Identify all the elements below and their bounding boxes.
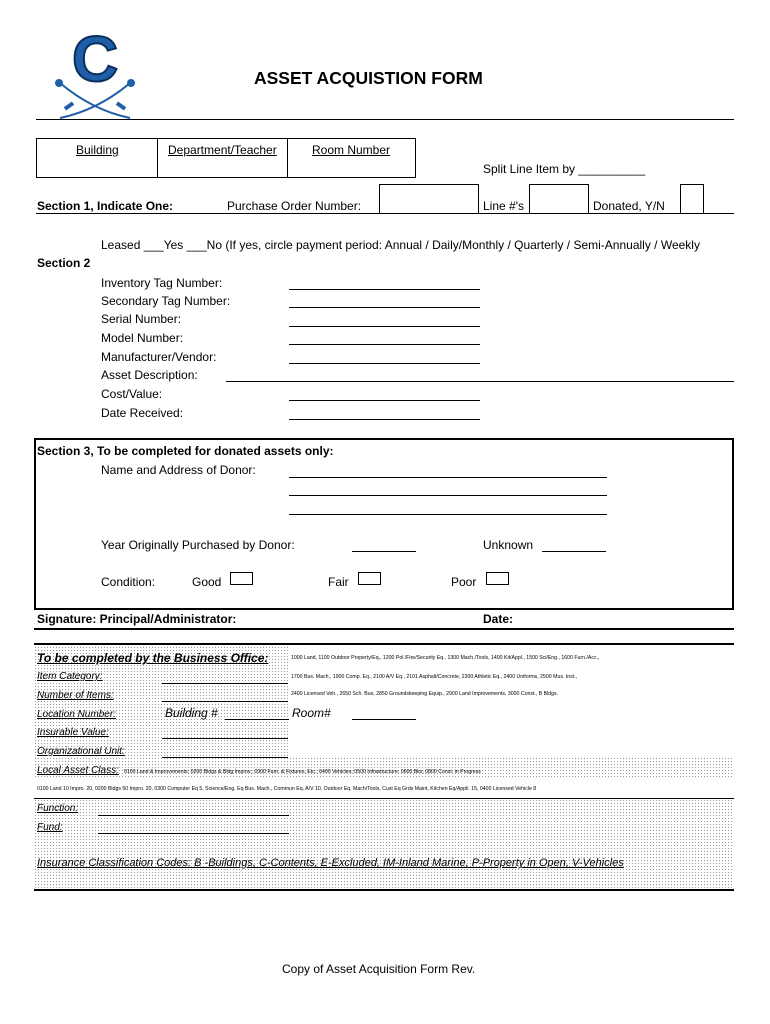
asset-codes-line-3: 2400 Licensed Veh., 2650 Sch. Bus, 2850 Groundskeeping Equip., 2900 Land Improvements, 3000 Const., B Bldgs. — [291, 691, 559, 697]
manufacturer-input[interactable] — [289, 363, 480, 364]
section1-rule — [36, 213, 734, 214]
code-area-blank — [288, 647, 734, 757]
cost-value-label: Cost/Value: — [101, 387, 163, 401]
split-line-item: Split Line Item by __________ — [483, 162, 646, 176]
secondary-tag-label: Secondary Tag Number: — [101, 294, 231, 308]
model-number-label: Model Number: — [101, 331, 184, 345]
header-department: Department/Teacher — [168, 143, 277, 157]
donor-input-2[interactable] — [289, 495, 607, 496]
date-received-label: Date Received: — [101, 406, 184, 420]
org-unit-input[interactable] — [162, 757, 288, 758]
line-numbers-field[interactable] — [529, 184, 589, 214]
inventory-tag-label: Inventory Tag Number: — [101, 276, 223, 290]
business-office-heading: To be completed by the Business Office: — [37, 651, 269, 665]
asset-description-input[interactable] — [226, 381, 734, 382]
serial-number-label: Serial Number: — [101, 312, 182, 326]
fair-label: Fair — [328, 575, 349, 589]
header-table-divider — [157, 138, 158, 178]
model-number-input[interactable] — [289, 344, 480, 345]
inventory-tag-input[interactable] — [289, 289, 480, 290]
good-label: Good — [192, 575, 222, 589]
fund-input[interactable] — [98, 833, 289, 834]
po-label: Purchase Order Number: — [227, 199, 362, 213]
section3-label: Section 3, To be completed for donated assets only: — [37, 444, 334, 458]
unknown-input[interactable] — [542, 551, 606, 552]
poor-checkbox[interactable] — [486, 572, 509, 585]
header-building: Building — [76, 143, 119, 157]
section1-label: Section 1, Indicate One: — [37, 199, 174, 213]
business-top-rule — [34, 643, 734, 645]
footer-text: Copy of Asset Acquisition Form Rev. — [282, 962, 476, 976]
signature-label: Signature: Principal/Administrator: — [37, 612, 237, 626]
logo-letter: C — [72, 23, 119, 95]
leased-line: Leased ___Yes ___No (If yes, circle payment period: Annual / Daily/Monthly / Quarterly / Semi-Annually / Weekly — [101, 238, 700, 252]
depreciation-codes-row: 0100 Land 10 Impro. 20, 0200 Bldgs 50 Impro. 20, 0300 Computer Eq 5, Science/Eng. Eq Bus. Mach., Commun Eq. A/V 10, Outdoor Eq. Mach/Tools, Cust Eq Grds Maint, Kitchen Eq/Appli. 15, 0400 Licensed Vehicle 8 — [37, 786, 537, 792]
codes-row-rule — [34, 798, 734, 799]
signature-rule — [34, 628, 734, 630]
asset-description-label: Asset Description: — [101, 368, 198, 382]
manufacturer-label: Manufacturer/Vendor: — [101, 350, 217, 364]
condition-label: Condition: — [101, 575, 156, 589]
function-label: Function: — [37, 803, 79, 814]
po-number-field[interactable] — [379, 184, 479, 214]
line-label: Line #'s — [483, 199, 524, 213]
local-asset-class-label: Local Asset Class: — [37, 765, 119, 776]
donor-input-3[interactable] — [289, 514, 607, 515]
building-number-input[interactable] — [225, 719, 289, 720]
room-number-label: Room# — [292, 706, 331, 720]
number-of-items-label: Number of Items: — [37, 690, 114, 701]
donated-label: Donated, Y/N — [593, 199, 665, 213]
location-number-label: Location Number: — [37, 709, 116, 720]
insurable-value-label: Insurable Value: — [37, 727, 109, 738]
section2-label: Section 2 — [37, 256, 91, 270]
title-rule — [36, 119, 734, 120]
room-number-input[interactable] — [352, 719, 416, 720]
insurance-classification-codes: Insurance Classification Codes: B -Buildings, C-Contents, E-Excluded, IM-Inland Marine, P-Property in Open, V-Vehicles — [37, 857, 624, 869]
serial-number-input[interactable] — [289, 326, 480, 327]
insurable-value-input[interactable] — [162, 738, 288, 739]
header-room: Room Number — [312, 143, 391, 157]
fair-checkbox[interactable] — [358, 572, 381, 585]
donated-field[interactable] — [680, 184, 704, 214]
number-of-items-input[interactable] — [162, 701, 288, 702]
year-purchased-input[interactable] — [352, 551, 416, 552]
function-input[interactable] — [98, 815, 289, 816]
building-number-label: Building # — [165, 706, 218, 720]
donor-label: Name and Address of Donor: — [101, 463, 256, 477]
item-category-input[interactable] — [162, 683, 288, 684]
asset-class-codes: 0100 Land & Improvements; 0200 Bldgs & Bldg Improv.; 0300 Furn. & Fixtures, Etc.; 0400 Vehicles; 0500 Infrastructure; 0600 Bks; 0800 Const. in Progress — [124, 769, 481, 775]
item-category-label: Item Category: — [37, 671, 103, 682]
header-table-divider — [287, 138, 288, 178]
year-purchased-label: Year Originally Purchased by Donor: — [101, 538, 295, 552]
cost-value-input[interactable] — [289, 400, 480, 401]
form-title: ASSET ACQUISTION FORM — [254, 68, 483, 88]
fund-label: Fund: — [37, 822, 63, 833]
good-checkbox[interactable] — [230, 572, 253, 585]
school-logo — [52, 23, 138, 120]
date-received-input[interactable] — [289, 419, 480, 420]
date-label: Date: — [483, 612, 514, 626]
donor-input-1[interactable] — [289, 477, 607, 478]
asset-codes-line-1: 1000 Land, 1100 Outdoor Property/Eq., 1200 Pol./Fire/Security Eq., 1300 Mach./Tools, 1400 Kit/Appl., 1500 Sci/Eng., 1600 Furn./Acc., — [291, 655, 600, 661]
secondary-tag-input[interactable] — [289, 307, 480, 308]
org-unit-label: Organizational Unit: — [37, 746, 125, 757]
asset-codes-line-2: 1700 Bus. Mach., 1900 Comp. Eq., 2100 A/V Eq., 2101 Asphalt/Concrete, 2300 Athletic Eq., 2400 Uniforms, 2500 Mus. Inst., — [291, 674, 578, 680]
poor-label: Poor — [451, 575, 477, 589]
unknown-label: Unknown — [483, 538, 534, 552]
business-bottom-rule — [34, 889, 734, 891]
